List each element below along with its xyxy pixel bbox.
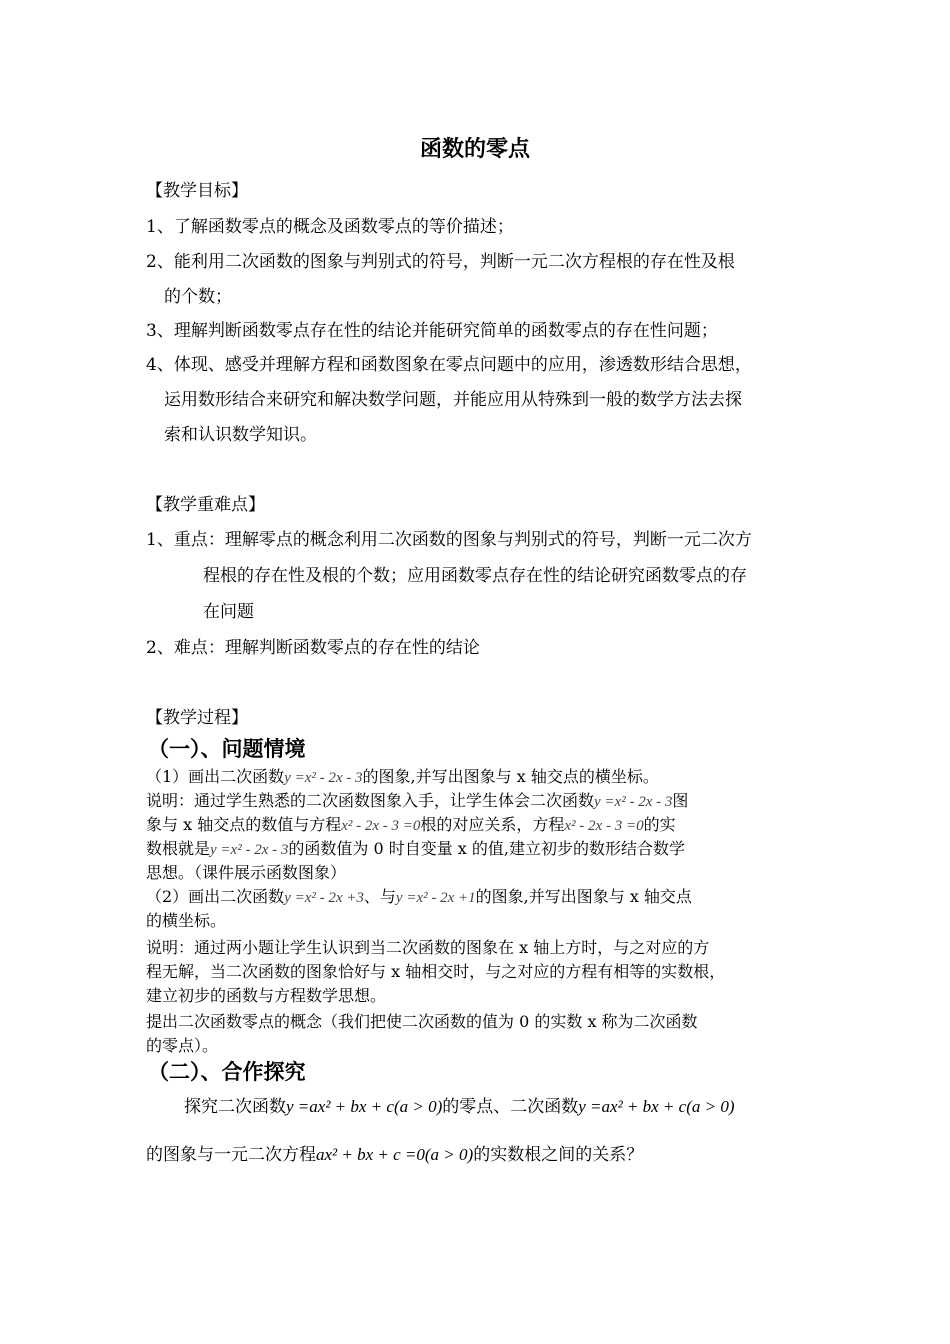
formula-quadratic-3: y =x² - 2x - 3: [210, 842, 289, 858]
objective-2-line-2: 的个数；: [164, 287, 232, 307]
explanation-1-line-2: [146, 812, 676, 835]
problem-2-line-2: 的横坐标。: [146, 911, 227, 930]
keypoint-2: 2、难点：理解判断函数零点的存在性的结论: [146, 638, 480, 658]
explanation-1-line-1: [146, 788, 688, 811]
problem-1-post: 的图象,并写出图象与 x 轴交点的横坐标。: [362, 767, 659, 786]
objective-2-line-1: 2、能利用二次函数的图象与判别式的符号，判断一元二次方程根的存在性及根: [146, 252, 735, 272]
objective-1: 1、了解函数零点的概念及函数零点的等价描述；: [146, 217, 514, 237]
explanation-1-post: 图: [672, 791, 689, 810]
formula-quadratic-5: y =x² - 2x +1: [395, 890, 476, 906]
keypoints-heading: 【教学重难点】: [146, 495, 265, 515]
formula-quadratic-4: y =x² - 2x +3: [284, 890, 364, 906]
explanation-3-pre: 数根就是: [146, 839, 211, 858]
formula-equation-1: x² - 2x - 3 =0: [341, 818, 421, 834]
problem-1-pre: （1）画出二次函数: [146, 767, 285, 786]
problem-2-mid: 、与: [363, 887, 396, 906]
explanation-1-pre: 说明：通过学生熟悉的二次函数图象入手，让学生体会二次函数: [146, 791, 595, 810]
keypoint-1-line-1: 1、重点：理解零点的概念利用二次函数的图象与判别式的符号，判断一元二次方: [146, 530, 752, 550]
formula-general-quadratic-1: y =ax² + bx + c(a > 0): [286, 1097, 443, 1116]
explanation-2-line-2: 程无解，当二次函数的图象恰好与 x 轴相交时，与之对应的方程有相等的实数根，: [146, 962, 726, 981]
exploration-2-pre: 的图象与一元二次方程: [146, 1145, 316, 1165]
explanation-3-post: 的函数值为 0 时自变量 x 的值,建立初步的数形结合数学: [288, 839, 685, 858]
formula-quadratic-1: y =x² - 2x - 3: [284, 770, 363, 786]
objective-4-line-1: 4、体现、感受并理解方程和函数图象在零点问题中的应用，渗透数形结合思想，: [146, 355, 752, 375]
keypoint-1-line-2: 程根的存在性及根的个数；应用函数零点存在性的结论研究函数零点的存: [203, 566, 747, 586]
formula-general-quadratic-2: y =ax² + bx + c(a > 0): [578, 1097, 735, 1116]
explanation-2-post: 的实: [643, 815, 676, 834]
problem-2-post: 的图象,并写出图象与 x 轴交点: [475, 887, 692, 906]
exploration-line-2: [146, 1140, 643, 1165]
problem-2: [146, 884, 692, 907]
objectives-heading: 【教学目标】: [146, 181, 248, 201]
keypoint-1-line-3: 在问题: [203, 602, 254, 622]
explanation-2-line-3: 建立初步的函数与方程数学思想。: [146, 986, 387, 1005]
explanation-2-line-1: 说明：通过两小题让学生认识到当二次函数的图象在 x 轴上方时，与之对应的方: [146, 938, 710, 957]
section-2-heading: （二）、合作探究: [148, 1060, 306, 1084]
explanation-1-line-4: 思想。（课件展示函数图象）: [146, 863, 347, 882]
exploration-line-1: [184, 1092, 735, 1117]
process-heading: 【教学过程】: [146, 708, 248, 728]
exploration-1-pre: 探究二次函数: [184, 1097, 286, 1117]
objective-4-line-2: 运用数形结合来研究和解决数学问题，并能应用从特殊到一般的数学方法去探: [164, 390, 742, 410]
explanation-2-mid: 根的对应关系，方程: [420, 815, 565, 834]
explanation-1-line-3: [146, 836, 685, 859]
exploration-1-mid: 的零点、二次函数: [442, 1097, 579, 1117]
concept-line-2: 的零点）。: [146, 1036, 219, 1055]
formula-general-equation: ax² + bx + c =0(a > 0): [316, 1145, 474, 1164]
formula-equation-2: x² - 2x - 3 =0: [564, 818, 644, 834]
section-1-heading: （一）、问题情境: [148, 737, 306, 761]
concept-line-1: 提出二次函数零点的概念（我们把使二次函数的值为 0 的实数 x 称为二次函数: [146, 1012, 698, 1031]
objective-3: 3、理解判断函数零点存在性的结论并能研究简单的函数零点的存在性问题；: [146, 321, 718, 341]
exploration-2-post: 的实数根之间的关系？: [473, 1145, 644, 1165]
explanation-2-pre: 象与 x 轴交点的数值与方程: [146, 815, 342, 834]
objective-4-line-3: 索和认识数学知识。: [164, 425, 317, 445]
formula-quadratic-2: y =x² - 2x - 3: [594, 794, 673, 810]
problem-1: [146, 764, 659, 787]
problem-2-pre: （2）画出二次函数: [146, 887, 285, 906]
page-title: 函数的零点: [419, 136, 530, 162]
